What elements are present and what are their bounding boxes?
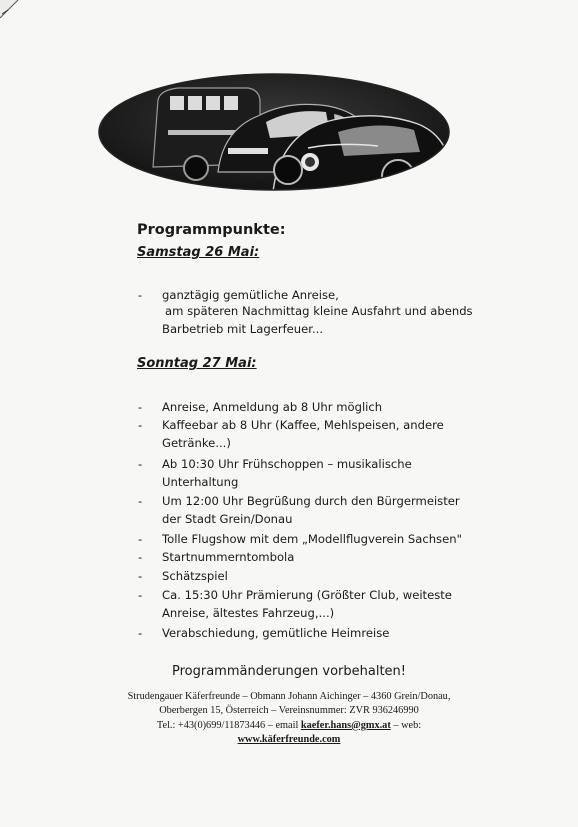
item-line: Anreise, Anmeldung ab 8 Uhr möglich — [162, 400, 383, 414]
list-item — [138, 455, 482, 491]
item-line: Ab 10:30 Uhr Frühschoppen – musikalische — [162, 457, 412, 471]
bullet-dash: - — [138, 457, 143, 471]
bullet-dash: - — [138, 550, 143, 564]
bullet-dash: - — [138, 626, 143, 640]
program-heading: Programmpunkte: — [137, 222, 286, 238]
item-line: Startnummerntombola — [162, 550, 295, 564]
website-link[interactable]: www.käferfreunde.com — [237, 734, 341, 746]
item-line: Getränke...) — [162, 436, 231, 451]
item-line: Schätzspiel — [162, 569, 228, 583]
club-contact-footer — [0, 690, 578, 748]
bullet-dash: - — [138, 400, 143, 414]
item-line: Kaffeebar ab 8 Uhr (Kaffee, Mehlspeisen, andere — [162, 418, 444, 432]
item-line: am späteren Nachmittag kleine Ausfahrt und abends — [165, 304, 473, 318]
bullet-dash: - — [138, 588, 143, 602]
list-item — [138, 586, 482, 622]
footer-phone: Tel.: +43(0)699/11873446 – email — [156, 719, 301, 731]
list-item — [138, 286, 482, 304]
list-item — [138, 530, 482, 548]
bullet-dash: - — [138, 532, 143, 546]
list-item — [138, 416, 482, 452]
item-line: ganztägig gemütliche Anreise, — [162, 288, 339, 302]
vintage-cars-oval-image — [98, 72, 450, 192]
item-line: Verabschiedung, gemütliche Heimreise — [162, 626, 390, 640]
item-line: Anreise, ältestes Fahrzeug,...) — [162, 606, 335, 621]
item-line: Barbetrieb mit Lagerfeuer... — [162, 322, 324, 336]
bullet-dash: - — [138, 569, 143, 583]
item-line: Tolle Flugshow mit dem „Modellflugverein Sachsen" — [162, 532, 462, 546]
list-item — [138, 548, 482, 566]
saturday-heading: Samstag 26 Mai: — [137, 245, 260, 260]
footer-web-label: – web: — [390, 719, 422, 731]
footer-contact-line — [0, 719, 578, 733]
item-line: Um 12:00 Uhr Begrüßung durch den Bürgermeister — [162, 494, 460, 508]
item-line: Ca. 15:30 Uhr Prämierung (Größter Club, weiteste — [162, 588, 452, 602]
bullet-dash: - — [138, 418, 143, 432]
changes-reserved-notice: Programmänderungen vorbehalten! — [171, 664, 407, 679]
list-item — [138, 398, 482, 416]
item-line: der Stadt Grein/Donau — [162, 512, 293, 527]
bullet-dash: - — [138, 494, 143, 508]
list-item — [138, 567, 482, 585]
sunday-heading: Sonntag 27 Mai: — [137, 356, 257, 371]
list-item — [138, 624, 482, 642]
email-link[interactable]: kaefer.hans@gmx.at — [300, 719, 391, 731]
item-line: Unterhaltung — [162, 475, 239, 490]
list-item — [138, 492, 482, 528]
footer-address-line: Oberbergen 15, Österreich – Vereinsnummer: ZVR 936246990 — [159, 705, 419, 717]
footer-club-line: Strudengauer Käferfreunde – Obmann Johann Aichinger – 4360 Grein/Donau, — [127, 691, 451, 702]
page-corner-fold — [0, 0, 22, 22]
bullet-dash: - — [138, 288, 143, 302]
